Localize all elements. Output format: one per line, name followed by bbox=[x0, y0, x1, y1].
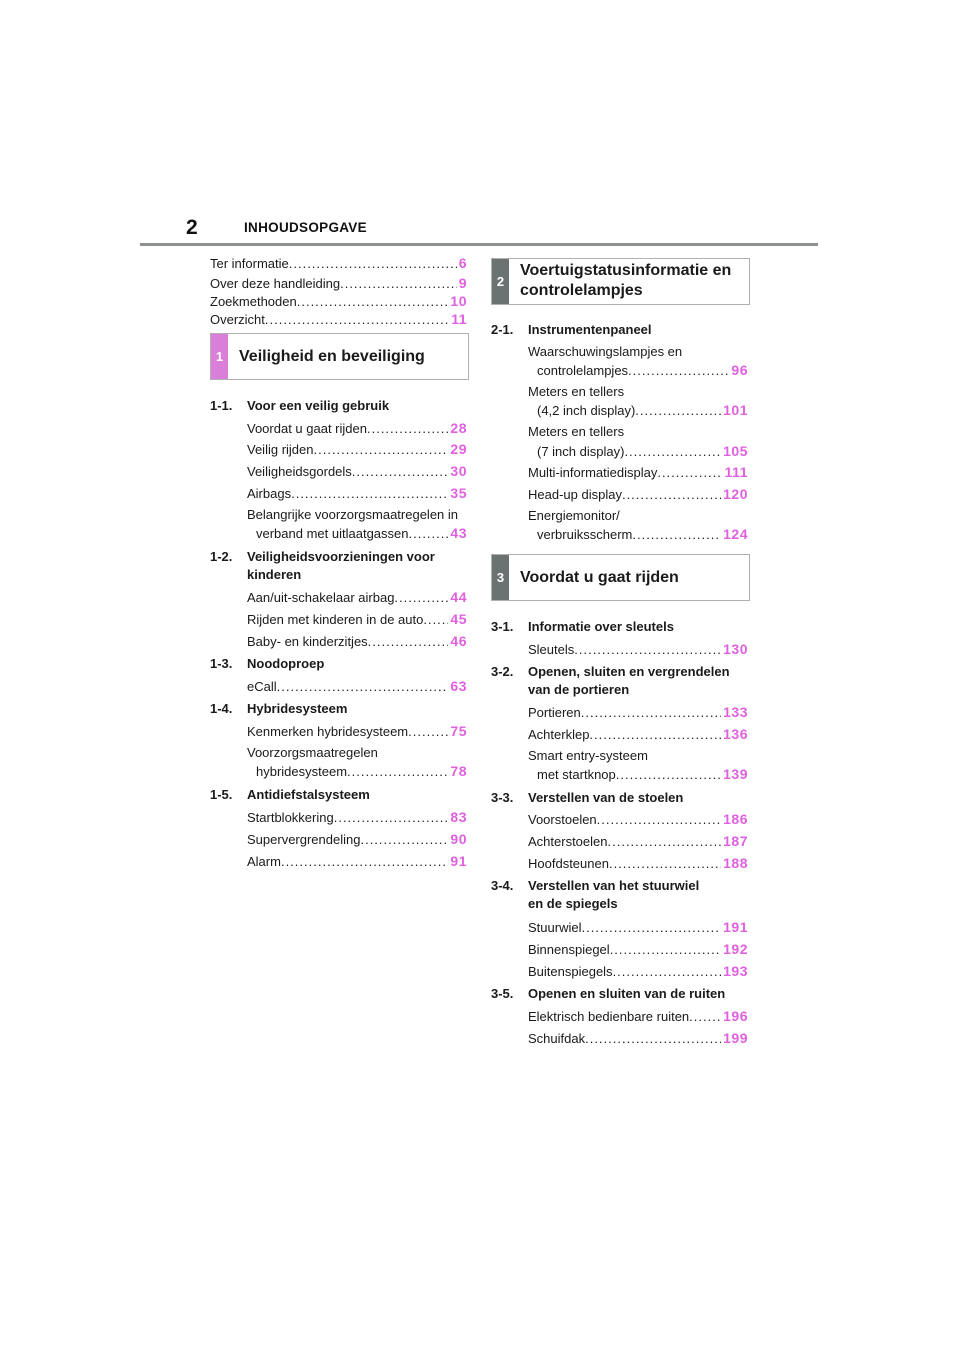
toc-entry[interactable]: Voordat u gaat rijden ..... 28 bbox=[247, 418, 467, 438]
toc-entry[interactable]: Airbags ..... 35 bbox=[247, 483, 467, 503]
toc-page-link[interactable]: 45 bbox=[450, 611, 467, 627]
toc-page-link[interactable]: 10 bbox=[450, 293, 467, 309]
toc-entry-first-line: Meters en tellers bbox=[528, 384, 625, 399]
toc-page-link[interactable]: 78 bbox=[450, 763, 467, 779]
chapter-title-line-1: Voertuigstatusinformatie en bbox=[520, 262, 732, 279]
page-title: INHOUDSOPGAVE bbox=[244, 220, 367, 235]
toc-page-link[interactable]: 63 bbox=[450, 678, 467, 694]
toc-entry[interactable]: Sleutels ..... 130 bbox=[528, 639, 748, 659]
toc-entry[interactable]: Veilig rijden ..... 29 bbox=[247, 439, 467, 459]
chapter-tab: 2 bbox=[492, 259, 509, 304]
toc-entry-first-line: Belangrijke voorzorgsmaatregelen in bbox=[247, 507, 459, 522]
toc-page-link[interactable]: 6 bbox=[458, 255, 467, 271]
header-rule bbox=[140, 243, 818, 246]
toc-entry[interactable]: (7 inch display) ..... 105 bbox=[537, 441, 748, 461]
toc-entry[interactable]: Aan/uit-schakelaar airbag ..... 44 bbox=[247, 587, 467, 607]
toc-page-link[interactable]: 30 bbox=[450, 463, 467, 479]
toc-entry-first-line: Voorzorgsmaatregelen bbox=[247, 745, 378, 760]
toc-page-link[interactable]: 192 bbox=[723, 941, 748, 957]
toc-page-link[interactable]: 105 bbox=[723, 443, 748, 459]
toc-page-link[interactable]: 136 bbox=[723, 726, 748, 742]
toc-page-link[interactable]: 133 bbox=[723, 704, 748, 720]
toc-entry[interactable]: Hoofdsteunen ..... 188 bbox=[528, 853, 748, 873]
toc-page-link[interactable]: 83 bbox=[450, 809, 467, 825]
toc-page-link[interactable]: 29 bbox=[450, 441, 467, 457]
chapter-tab: 3 bbox=[492, 555, 509, 600]
toc-entry-first-line: Smart entry-systeem bbox=[528, 748, 648, 763]
toc-page-link[interactable]: 44 bbox=[450, 589, 467, 605]
toc-entry[interactable]: Veiligheidsgordels ..... 30 bbox=[247, 461, 467, 481]
toc-entry[interactable]: Achterstoelen ..... 187 bbox=[528, 831, 748, 851]
toc-entry[interactable]: Supervergrendeling ..... 90 bbox=[247, 829, 467, 849]
toc-page-link[interactable]: 188 bbox=[723, 855, 748, 871]
toc-page-link[interactable]: 196 bbox=[723, 1008, 748, 1024]
toc-entry[interactable]: Buitenspiegels ..... 193 bbox=[528, 961, 748, 981]
toc-entry[interactable] bbox=[210, 309, 467, 329]
toc-entry[interactable]: Binnenspiegel ..... 192 bbox=[528, 939, 748, 959]
toc-entry[interactable]: eCall ..... 63 bbox=[247, 676, 467, 696]
toc-entry-label: Zoekmethoden bbox=[210, 294, 297, 309]
toc-page-link[interactable]: 120 bbox=[723, 486, 748, 502]
toc-entry[interactable]: Elektrisch bedienbare ruiten ..... 196 bbox=[528, 1006, 748, 1026]
toc-entry-label: Overzicht bbox=[210, 312, 265, 327]
toc-page-link[interactable]: 101 bbox=[723, 402, 748, 418]
toc-entry[interactable] bbox=[210, 273, 467, 293]
toc-entry[interactable]: verband met uitlaatgassen ..... 43 bbox=[256, 523, 467, 543]
toc-page-link[interactable]: 43 bbox=[450, 525, 467, 541]
chapter-title: Veiligheid en beveiliging bbox=[239, 348, 425, 365]
toc-page-link[interactable]: 130 bbox=[723, 641, 748, 657]
toc-page-link[interactable]: 75 bbox=[450, 723, 467, 739]
toc-entry[interactable]: Head-up display ..... 120 bbox=[528, 484, 748, 504]
toc-page-link[interactable]: 90 bbox=[450, 831, 467, 847]
toc-entry[interactable] bbox=[210, 291, 467, 311]
toc-entry[interactable]: Achterklep ..... 136 bbox=[528, 724, 748, 744]
toc-page-link[interactable]: 35 bbox=[450, 485, 467, 501]
toc-entry-label: Ter informatie bbox=[210, 256, 289, 271]
chapter-heading-1[interactable] bbox=[210, 333, 469, 380]
toc-page-link[interactable]: 11 bbox=[451, 311, 467, 327]
toc-entry[interactable]: Alarm ..... 91 bbox=[247, 851, 467, 871]
toc-entry-label: Over deze handleiding bbox=[210, 276, 341, 291]
chapter-heading-3[interactable] bbox=[491, 554, 750, 601]
toc-page-link[interactable]: 111 bbox=[724, 464, 748, 480]
toc-entry[interactable]: Kenmerken hybridesysteem ..... 75 bbox=[247, 721, 467, 741]
toc-page-link[interactable]: 186 bbox=[723, 811, 748, 827]
chapter-title: Voordat u gaat rijden bbox=[520, 569, 679, 586]
toc-entry[interactable]: Schuifdak ..... 199 bbox=[528, 1028, 748, 1048]
page-number: 2 bbox=[186, 216, 198, 239]
toc-entry[interactable]: controlelampjes ..... 96 bbox=[537, 360, 748, 380]
toc-page-link[interactable]: 96 bbox=[731, 362, 748, 378]
toc-entry[interactable]: Baby- en kinderzitjes ..... 46 bbox=[247, 631, 467, 651]
toc-entry[interactable]: Rijden met kinderen in de auto ..... 45 bbox=[247, 609, 467, 629]
toc-page-link[interactable]: 91 bbox=[450, 853, 467, 869]
toc-entry-first-line: Energiemonitor/ bbox=[528, 508, 620, 523]
toc-entry[interactable] bbox=[210, 253, 467, 273]
toc-entry[interactable]: verbruiksscherm ..... 124 bbox=[537, 524, 748, 544]
toc-page-link[interactable]: 191 bbox=[723, 919, 748, 935]
toc-entry[interactable]: (4,2 inch display) ..... 101 bbox=[537, 400, 748, 420]
toc-page-link[interactable]: 139 bbox=[723, 766, 748, 782]
toc-page-link[interactable]: 187 bbox=[723, 833, 748, 849]
chapter-title-line-2: controlelampjes bbox=[520, 282, 643, 299]
toc-entry[interactable]: Startblokkering ..... 83 bbox=[247, 807, 467, 827]
chapter-heading-2[interactable] bbox=[491, 258, 750, 305]
toc-entry[interactable]: Stuurwiel ..... 191 bbox=[528, 917, 748, 937]
chapter-tab: 1 bbox=[211, 334, 228, 379]
toc-page-link[interactable]: 9 bbox=[458, 275, 467, 291]
toc-entry[interactable]: Multi-informatiedisplay ..... 111 bbox=[528, 462, 748, 482]
toc-entry[interactable]: Portieren ..... 133 bbox=[528, 702, 748, 722]
toc-entry-first-line: Waarschuwingslampjes en bbox=[528, 344, 683, 359]
toc-page-link[interactable]: 199 bbox=[723, 1030, 748, 1046]
toc-page-link[interactable]: 28 bbox=[450, 420, 467, 436]
toc-entry[interactable]: Voorstoelen ..... 186 bbox=[528, 809, 748, 829]
toc-page-link[interactable]: 193 bbox=[723, 963, 748, 979]
toc-entry[interactable]: met startknop ..... 139 bbox=[537, 764, 748, 784]
toc-page-link[interactable]: 46 bbox=[450, 633, 467, 649]
toc-page-link[interactable]: 124 bbox=[723, 526, 748, 542]
toc-entry-first-line: Meters en tellers bbox=[528, 424, 625, 439]
toc-entry[interactable]: hybridesysteem ..... 78 bbox=[256, 761, 467, 781]
